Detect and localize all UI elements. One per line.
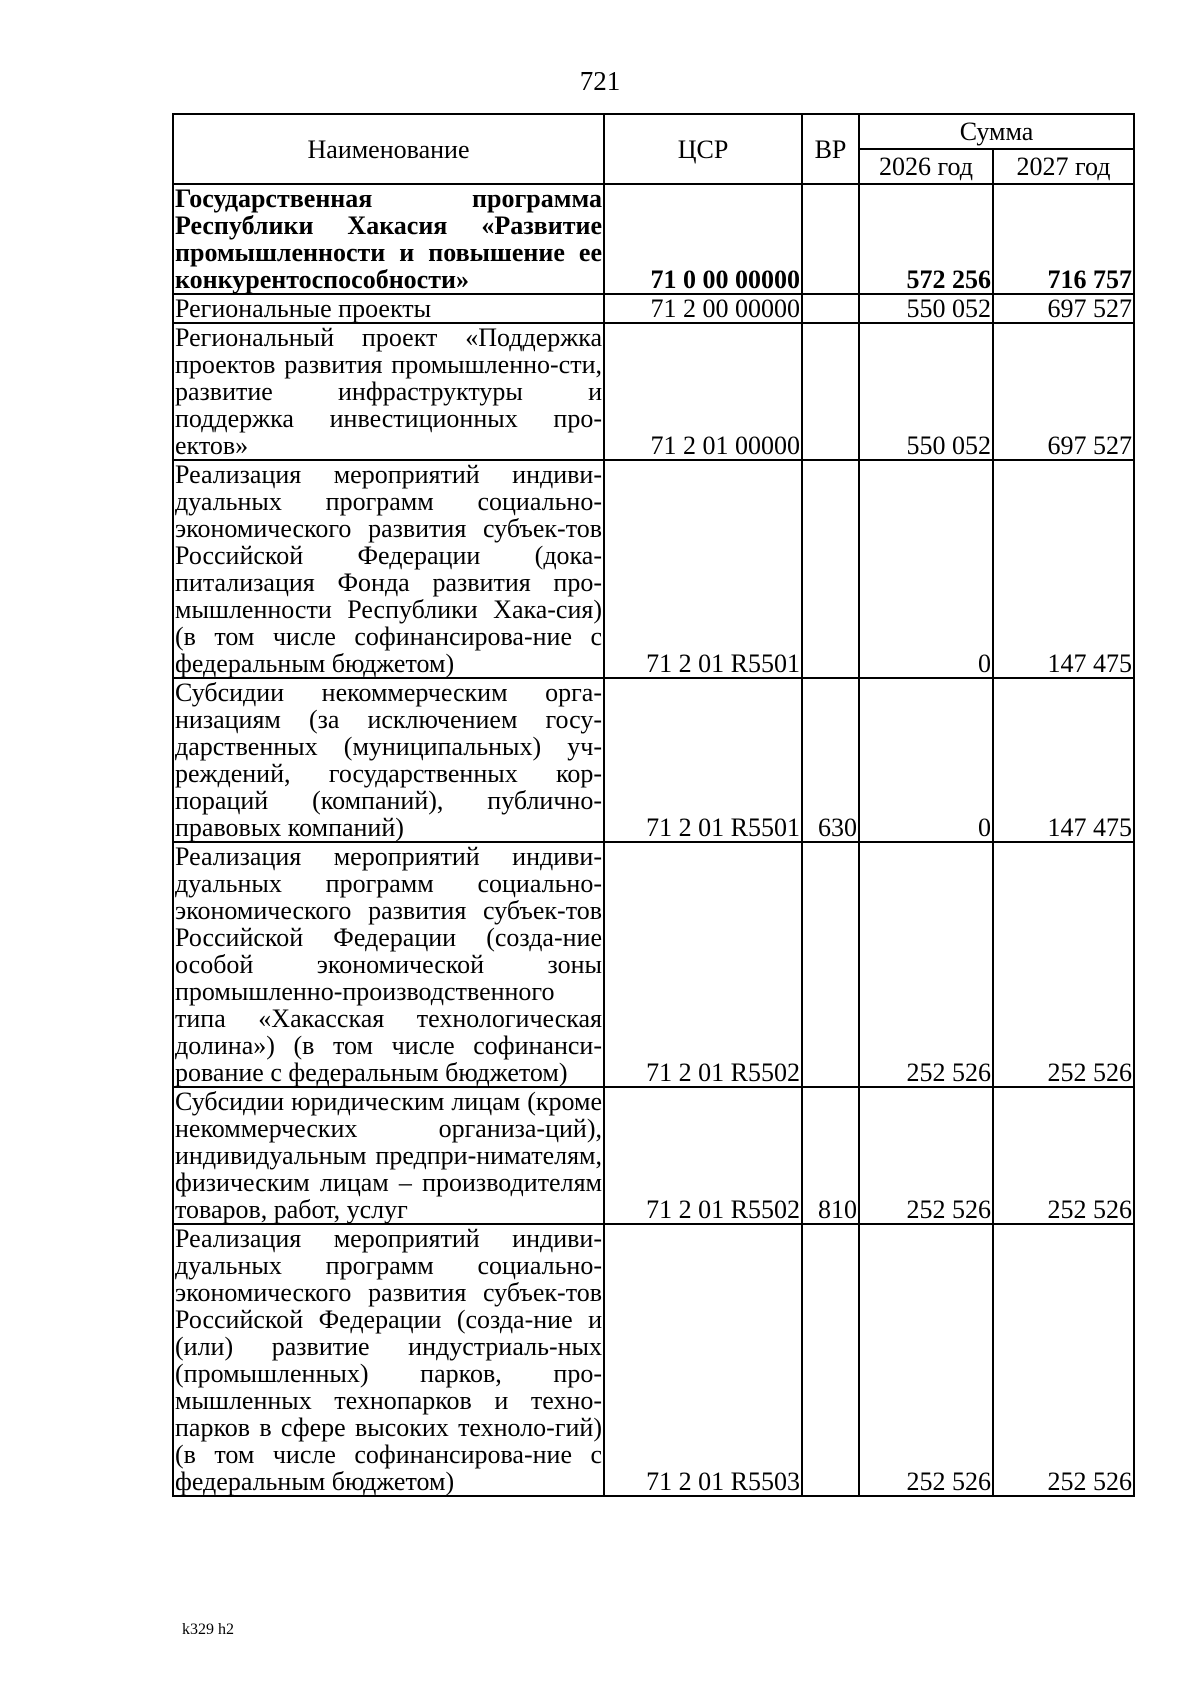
row-csr: 71 2 00 00000: [604, 294, 802, 323]
table-body: [173, 184, 1134, 1496]
row-name: Региональные проекты: [173, 294, 604, 323]
row-amount-2026: 252 526: [859, 1224, 993, 1496]
row-name: Субсидии некоммерческим орга-низациям (за исключением госу-дарственных (муниципальных) уч-реждений, государственных кор-пораций (компаний), публично-правовых компаний): [175, 678, 602, 842]
row-amount-2026: 572 256: [859, 184, 993, 294]
row-csr: 71 2 01 R5501: [604, 678, 802, 842]
row-vr: 810: [802, 1087, 859, 1224]
row-vr: 630: [802, 678, 859, 842]
table-row: [173, 678, 1134, 842]
row-amount-2026: 0: [859, 678, 993, 842]
header-year-2027: 2027 год: [993, 149, 1134, 184]
row-csr: 71 2 01 R5501: [604, 460, 802, 678]
row-amount-2027: 716 757: [993, 184, 1134, 294]
row-csr: 71 2 01 R5502: [604, 842, 802, 1087]
row-name: Реализация мероприятий индиви-дуальных программ социально-экономического развития субъек-тов Российской Федерации (созда-ние и (или) развитие индустриаль-ных (промышленных) парков, про-мышленных технопарков и техно-парков в сфере высоких техноло-гий) (в том числе софинансирова-ние с федеральным бюджетом): [175, 1224, 602, 1496]
row-vr: [802, 842, 859, 1087]
row-amount-2027: 252 526: [993, 842, 1134, 1087]
row-amount-2026: 550 052: [859, 323, 993, 460]
row-csr: 71 2 01 00000: [604, 323, 802, 460]
footer-code: k329 h2: [182, 1621, 234, 1638]
header-sum: Сумма: [859, 114, 1134, 149]
row-name: Региональный проект «Поддержка проектов развития промышленно-сти, развитие инфраструктуры и поддержка инвестиционных про-ектов»: [175, 323, 602, 460]
header-csr: ЦСР: [604, 114, 802, 184]
row-amount-2026: 0: [859, 460, 993, 678]
row-amount-2026: 252 526: [859, 842, 993, 1087]
page-number: 721: [579, 66, 621, 96]
table-row: [173, 1224, 1134, 1496]
table-row: [173, 323, 1134, 460]
table-row: [173, 460, 1134, 678]
header-year-2026: 2026 год: [859, 149, 993, 184]
row-amount-2027: 252 526: [993, 1224, 1134, 1496]
row-vr: [802, 323, 859, 460]
header-vr: ВР: [802, 114, 859, 184]
budget-table: [172, 113, 1135, 1497]
table-row: [173, 842, 1134, 1087]
table-row: [173, 1087, 1134, 1224]
row-vr: [802, 184, 859, 294]
row-name: Государственная программа Республики Хакасия «Развитие промышленности и повышение ее конкурентоспособности»: [175, 184, 602, 294]
table-row: [173, 184, 1134, 294]
row-amount-2027: 147 475: [993, 460, 1134, 678]
row-amount-2027: 697 527: [993, 323, 1134, 460]
row-vr: [802, 294, 859, 323]
row-csr: 71 2 01 R5503: [604, 1224, 802, 1496]
row-name: Реализация мероприятий индиви-дуальных программ социально-экономического развития субъек-тов Российской Федерации (созда-ние особой экономической зоны промышленно-производственного типа «Хакасская технологическая долина») (в том числе софинанси-рование с федеральным бюджетом): [175, 842, 602, 1087]
row-csr: 71 0 00 00000: [604, 184, 802, 294]
row-vr: [802, 1224, 859, 1496]
row-csr: 71 2 01 R5502: [604, 1087, 802, 1224]
row-amount-2027: 147 475: [993, 678, 1134, 842]
row-vr: [802, 460, 859, 678]
row-name: Субсидии юридическим лицам (кроме некоммерческих организа-ций), индивидуальным предпри-нимателям, физическим лицам – производителям товаров, работ, услуг: [175, 1087, 602, 1224]
row-name: Реализация мероприятий индиви-дуальных программ социально-экономического развития субъек-тов Российской Федерации (дока-питализация Фонда развития про-мышленности Республики Хака-сия) (в том числе софинансирова-ние с федеральным бюджетом): [175, 460, 602, 678]
header-name: Наименование: [173, 114, 604, 184]
table-header: [173, 114, 1134, 184]
row-amount-2026: 550 052: [859, 294, 993, 323]
row-amount-2027: 252 526: [993, 1087, 1134, 1224]
table-row: [173, 294, 1134, 323]
row-amount-2027: 697 527: [993, 294, 1134, 323]
row-amount-2026: 252 526: [859, 1087, 993, 1224]
